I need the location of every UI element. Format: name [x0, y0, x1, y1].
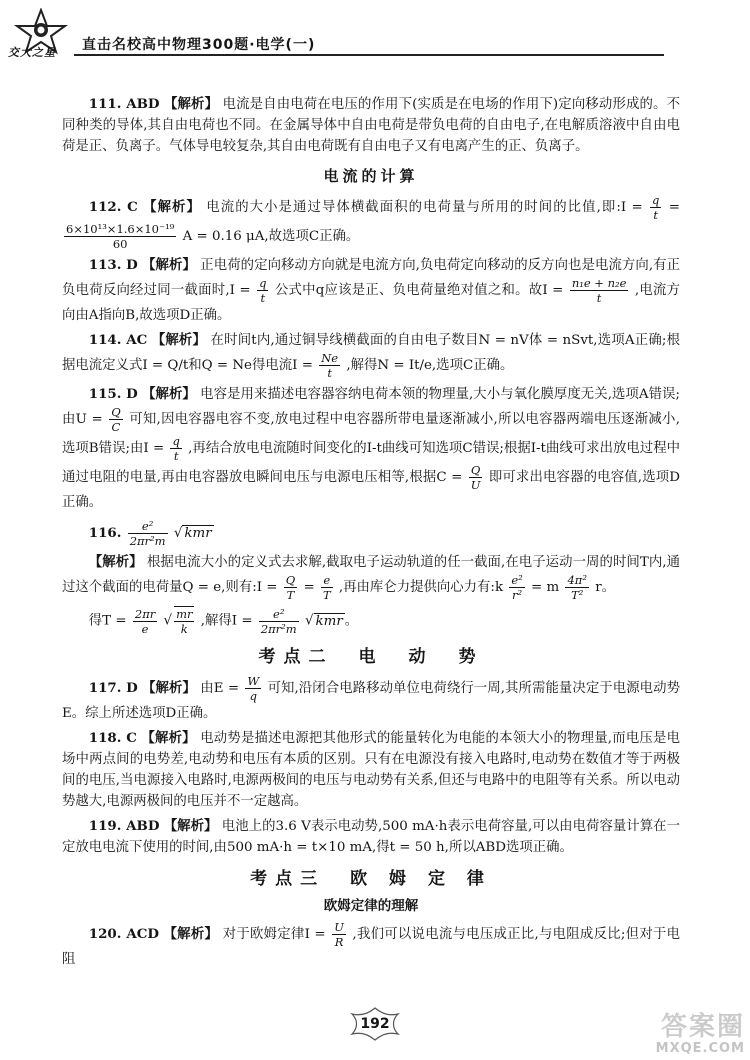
page-header — [0, 0, 750, 60]
analysis-tag: 【解析】 — [151, 332, 207, 348]
answer-text: 电容是用来描述电容器容纳电荷本领的物理量,大小与氧化膜厚度无关,选项A错误;由U = — [62, 387, 680, 427]
fraction-numerator: Q — [469, 463, 483, 478]
analysis-tag: 【解析】 — [142, 680, 196, 696]
fraction-numerator: Ne — [321, 351, 339, 365]
analysis-tag: 【解析】 — [142, 257, 196, 273]
answer-118 — [62, 728, 680, 812]
answer-text: 正电荷的定向移动方向就是电流方向,负电荷定向移动的反方向也是电流方向,有正负电荷反向经过同一截面时,I = — [62, 258, 681, 298]
fraction-numerator: q — [259, 276, 267, 290]
answer-text: A = 0.16 μA,故选项C正确。 — [182, 229, 360, 244]
fraction — [257, 276, 268, 305]
fraction-numerator: q — [652, 193, 660, 207]
answer-text: 。 — [344, 613, 359, 629]
fraction — [170, 434, 181, 463]
answer-number: 118. C — [88, 730, 137, 746]
answer-text: = — [668, 200, 680, 215]
answer-text: ,再结合放电电流随时间变化的I-t曲线可知选项C错误;根据I-t曲线可求出放电过程中通过电阻的电量,再由电容器放电瞬间电压与电源电压相等,根据C = — [62, 441, 680, 485]
fraction — [174, 606, 194, 636]
fraction-denominator: U — [470, 478, 481, 492]
answer-number: 117. D — [88, 680, 138, 696]
answer-text: ,再由库仑力提供向心力有:k — [338, 580, 504, 595]
analysis-tag: 【解析】 — [142, 386, 196, 402]
book-title: 直击名校高中物理300题·电学(一) — [82, 37, 316, 53]
fraction — [259, 607, 299, 636]
fraction-numerator: Q — [111, 405, 121, 419]
fraction-numerator: 4π² — [567, 573, 587, 587]
fraction — [133, 607, 157, 636]
fraction — [469, 463, 483, 492]
sqrt-sign-icon: √ — [173, 526, 183, 541]
answer-text: 电动势是描述电源把其他形式的能量转化为电能的本领大小的物理量,而电压是电场中两点间的电势差,电动势和电压有本质的区别。只有在电源没有接入电路时,电动势在数值才等于两极间的电压,当电源接入电路时,电源两极间的电压与电动势有关系,但还与电路中的电阻等有关系。所以电动势越大,电源两极间的电压并不一定越高。 — [62, 731, 680, 809]
fraction-numerator: e — [321, 573, 333, 588]
analysis-tag: 【解析】 — [141, 730, 196, 746]
answer-number: 115. D — [88, 386, 138, 402]
answer-114 — [62, 330, 680, 380]
fraction — [565, 573, 589, 602]
fraction-denominator: k — [180, 622, 188, 636]
fraction-numerator: 6×10¹³×1.6×10⁻¹⁹ — [66, 222, 175, 236]
sqrt-radicand: kmr — [184, 526, 212, 541]
fraction-numerator: q — [172, 434, 180, 448]
analysis-tag: 【解析】 — [163, 818, 218, 834]
fraction — [128, 519, 168, 548]
answer-number: 113. D — [88, 257, 138, 273]
fraction-denominator: 60 — [112, 237, 128, 251]
answer-text: 由E = — [200, 681, 240, 696]
fraction — [245, 674, 261, 703]
fraction-numerator: U — [334, 920, 344, 934]
answer-116-derivation — [62, 606, 680, 636]
fraction-denominator: r² — [511, 588, 523, 602]
fraction-denominator: T² — [571, 588, 584, 602]
answer-text: ,解得N = It/e,选项C正确。 — [346, 358, 514, 373]
fraction-numerator: e² — [511, 573, 523, 587]
answer-text: r。 — [595, 580, 616, 595]
watermark — [605, 1012, 745, 1060]
answer-number: 112. C — [88, 199, 138, 215]
analysis-tag: 【解析】 — [88, 554, 143, 570]
answer-116-analysis — [62, 552, 680, 602]
answer-text: ,电流方向由A指向B,故选项D正确。 — [62, 283, 680, 323]
header-rule — [74, 54, 664, 56]
fraction — [509, 573, 524, 602]
answer-number: 119. ABD — [88, 818, 160, 834]
fraction — [650, 193, 661, 222]
fraction — [319, 351, 340, 380]
answer-text: 公式中q应该是正、负电荷量绝对值之和。故I = — [274, 283, 564, 298]
analysis-tag: 【解析】 — [163, 96, 219, 112]
answer-115 — [62, 384, 680, 513]
analysis-tag: 【解析】 — [163, 926, 219, 942]
section-heading-ohms-law: 考点三 欧 姆 定 律 — [250, 869, 492, 889]
fraction-denominator: e — [141, 621, 149, 636]
answer-text: 即可求出电容器的电容值,选项D正确。 — [62, 470, 681, 510]
answer-number: 116. — [88, 525, 122, 541]
sqrt-radicand: kmr — [315, 613, 343, 629]
fraction-denominator: t — [653, 208, 659, 222]
sqrt-sign-icon: √ — [304, 613, 314, 629]
answer-119 — [62, 816, 680, 858]
fraction-denominator: t — [327, 366, 332, 380]
answer-text: 得T = — [88, 613, 127, 629]
page-content — [62, 94, 680, 974]
fraction-numerator: 2πr — [134, 606, 156, 621]
fraction-denominator: t — [596, 291, 602, 305]
analysis-tag: 【解析】 — [143, 199, 201, 215]
fraction-numerator: e² — [259, 607, 299, 622]
fraction — [64, 222, 176, 251]
answer-number: 114. AC — [88, 332, 148, 348]
answer-text: = m — [531, 580, 560, 595]
watermark-url: MXQE.COM — [655, 1041, 745, 1056]
fraction-denominator: T — [322, 588, 331, 602]
fraction-denominator: 2πr²m — [129, 534, 166, 548]
fraction-numerator: W — [247, 674, 260, 688]
answer-text: 可知,因电容器电容不变,放电过程中电容器所带电量逐渐减小,所以电容器两端电压逐渐减小,选项B错误;由I = — [62, 412, 680, 456]
watermark-main: 答案圈 — [660, 1012, 745, 1042]
answer-120 — [62, 920, 680, 970]
answer-112 — [62, 193, 680, 251]
fraction-numerator: Q — [285, 573, 296, 587]
answer-text: 电流是自由电荷在电压的作用下(实质是在电场的作用下)定向移动形成的。不同种类的导体,其自由电荷也不同。在金属导体中自由电荷是带负电荷的自由电子,在电解质溶液中自由电荷是正、负离子。气体导电较复杂,其自由电荷既有自由电子又有电离产生的正、负离子。 — [62, 97, 681, 154]
subsection-heading: 欧姆定律的理解 — [323, 898, 419, 914]
fraction-denominator: C — [111, 420, 121, 434]
answer-text: 对于欧姆定律I = — [222, 927, 326, 942]
answer-text: 在时间t内,通过铜导线横截面的自由电子数目N = nV体 = nSvt,选项A正确;根据电流定义式I = Q/t和Q = Ne得电流I = — [62, 333, 681, 373]
sqrt-sign-icon: √ — [163, 613, 173, 629]
fraction — [570, 276, 629, 305]
fraction — [284, 573, 297, 602]
section-heading-current-calc: 电流的计算 — [323, 167, 419, 185]
fraction-denominator: t — [173, 449, 179, 463]
fraction-numerator: e² — [128, 519, 168, 534]
answer-text: 电池上的3.6 V表示电动势,500 mA·h表示电荷容量,可以由电荷容量计算在一定放电电流下使用的时间,由500 mA·h = t×10 mA,得t = 50 h,所以ABD选项正确。 — [62, 819, 680, 855]
fraction — [109, 405, 122, 434]
fraction-denominator: R — [334, 935, 344, 949]
answer-text: 根据电流大小的定义式去求解,截取电子运动轨道的任一截面,在电子运动一周的时间T内,通过这个截面的电荷量Q = e,则有:I = — [62, 555, 680, 595]
fraction-denominator: q — [249, 689, 257, 703]
answer-text: ,我们可以说电流与电压成正比,与电阻成反比;但对于电阻 — [62, 927, 681, 967]
answer-number: 120. ACD — [88, 926, 159, 942]
fraction-denominator: t — [260, 291, 266, 305]
fraction-numerator: mr — [176, 607, 193, 621]
fraction-numerator: n₁e + n₂e — [571, 276, 627, 290]
section-heading-emf: 考点二 电 动 势 — [258, 647, 484, 667]
answer-113 — [62, 255, 680, 326]
answer-111 — [62, 94, 680, 157]
answer-text: = — [303, 580, 315, 595]
answer-text: 电流的大小是通过导体横截面积的电荷量与所用的时间的比值,即:I = — [206, 200, 643, 215]
fraction — [332, 920, 346, 949]
answer-number: 111. ABD — [88, 96, 160, 112]
logo-text: 交大之星 — [8, 46, 56, 59]
answer-116-result — [62, 519, 680, 548]
answer-117 — [62, 674, 680, 724]
page-number: 192 — [360, 1016, 390, 1032]
answer-text: ,解得I = — [200, 613, 253, 629]
answer-text: 可知,沿闭合电路移动单位电荷绕行一周,其所需能量决定于电源电动势E。综上所述选项D正确。 — [62, 681, 680, 721]
fraction-denominator: T — [286, 588, 295, 602]
fraction — [321, 573, 333, 602]
fraction-denominator: 2πr²m — [260, 621, 297, 636]
